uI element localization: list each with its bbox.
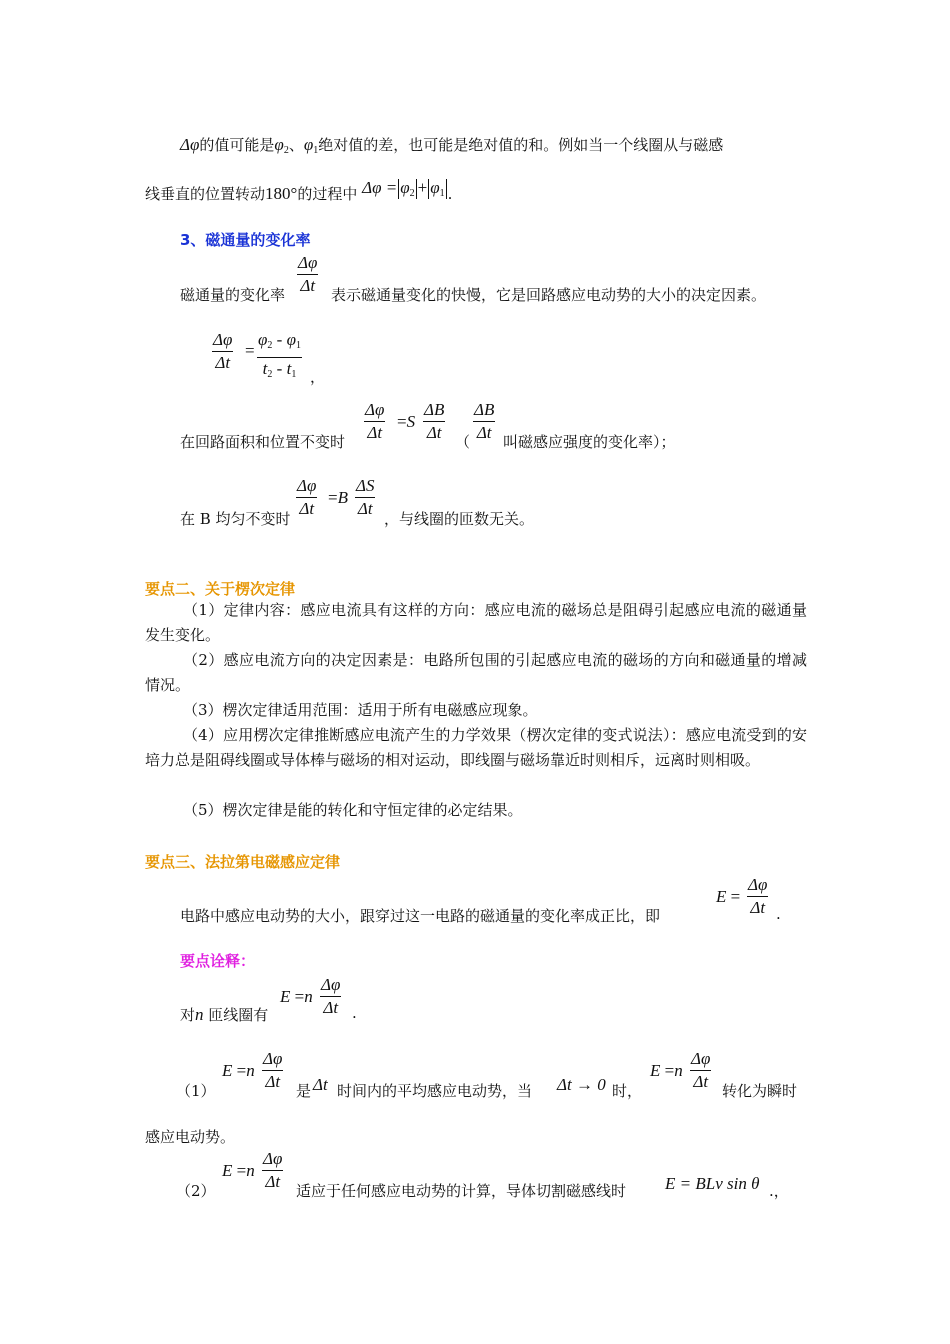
blv-formula: E = BLv sin θ: [665, 1174, 760, 1193]
section-title-lenz: 要点二、关于楞次定律: [145, 580, 296, 598]
formula-lhs: $\frac{\Delta\varphi}{\Delta t}$: [213, 330, 233, 372]
lenz-item-3: （3）楞次定律适用范围：适用于所有电磁感应现象。: [183, 701, 538, 719]
rate-fraction: $\frac{\Delta\varphi}{\Delta t}$: [298, 253, 318, 295]
area-frac-2: $\frac{\Delta B}{\Delta t}$: [424, 400, 445, 442]
formula-rhs: $\frac{\varphi_2 - \varphi_1}{t_2 - t_1}$: [258, 330, 301, 380]
degree-value: 180°: [265, 184, 298, 203]
abs-sum-formula: $\Delta\varphi = \varphi_2 + \varphi_1$: [362, 178, 445, 199]
n-turns-frac: $\frac{\Delta\varphi}{\Delta t}$: [321, 975, 341, 1017]
rate-text-b: 表示磁通量变化的快慢，它是回路感应电动势的大小的决定因素。: [331, 286, 767, 304]
item1-frac-a: $\frac{\Delta\varphi}{\Delta t}$: [263, 1049, 283, 1091]
section-title-rate: 3、磁通量的变化率: [180, 231, 311, 249]
lenz-item-1: （1）定律内容：感应电流具有这样的方向：感应电流的磁场总是阻碍引起感应电流的磁通量发生变化。: [145, 601, 807, 644]
section-title-faraday: 要点三、法拉第电磁感应定律: [145, 853, 341, 871]
b-frac-1: $\frac{\Delta\varphi}{\Delta t}$: [297, 476, 317, 518]
lenz-item-4: （4）应用楞次定律推断感应电流产生的力学效果（楞次定律的变式说法）：感应电流受到的安培力总是阻碍线圈或导体棒与磁场的相对运动，即线圈与磁场靠近时则相斥，远离时则相吸。: [145, 726, 807, 769]
block1-line2: 线垂直的位置转动180°的过程中 $\Delta\varphi = \varphi_2 + \varphi_1$ .: [145, 178, 453, 203]
block1-line1: Δφ的值可能是$\varphi_2$、$\varphi_1$绝对值的差，也可能是绝对值的和。例如当一个线圈从与磁感: [180, 135, 724, 156]
lenz-item-5: （5）楞次定律是能的转化和守恒定律的必定结果。: [183, 801, 523, 819]
area-frac-3: $\frac{\Delta B}{\Delta t}$: [474, 400, 495, 442]
notes-title: 要点诠释：: [180, 952, 256, 970]
dphi-symbol: Δφ: [180, 135, 200, 154]
lenz-item-2: （2）感应电流方向的决定因素是：电路所包围的引起感应电流的磁场的方向和磁通量的增减情况。: [145, 651, 807, 694]
b-frac-2: $\frac{\Delta S}{\Delta t}$: [356, 476, 375, 518]
area-frac-1: $\frac{\Delta\varphi}{\Delta t}$: [365, 400, 385, 442]
faraday-frac: $\frac{\Delta\varphi}{\Delta t}$: [748, 875, 768, 917]
item2-frac: $\frac{\Delta\varphi}{\Delta t}$: [263, 1149, 283, 1191]
item1-frac-b: $\frac{\Delta\varphi}{\Delta t}$: [691, 1049, 711, 1091]
rate-text-a: 磁通量的变化率: [180, 286, 286, 304]
